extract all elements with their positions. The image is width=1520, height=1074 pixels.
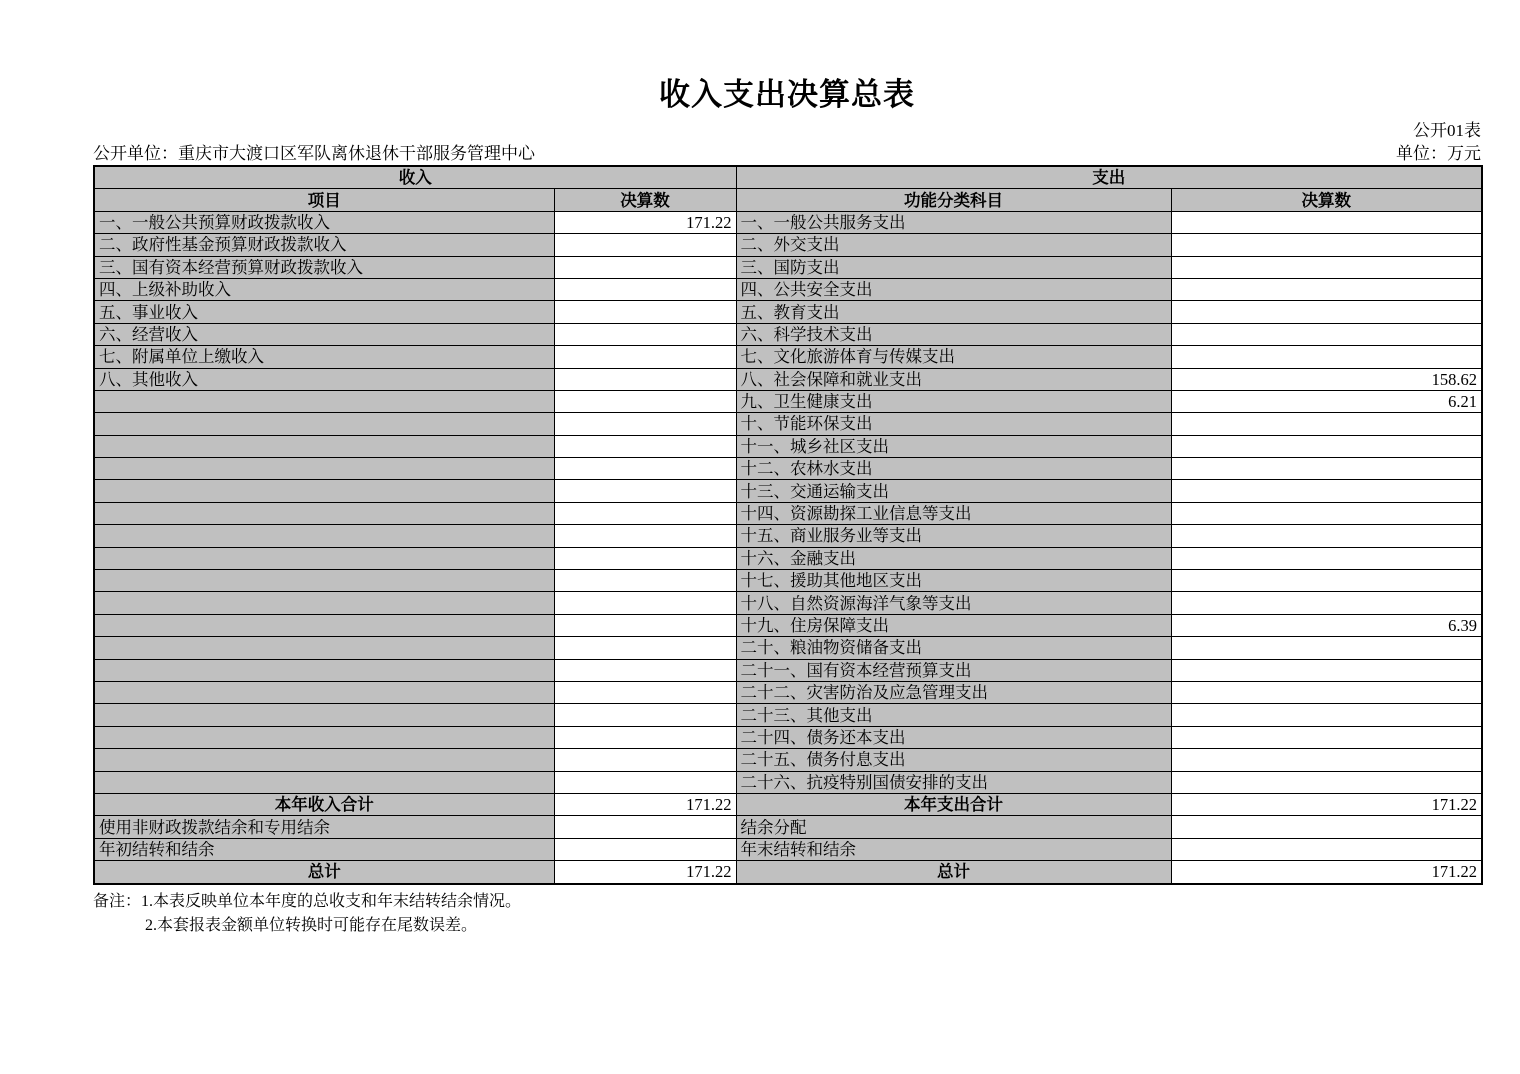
expense-amount-cell	[1171, 547, 1482, 569]
table-row	[94, 502, 1482, 524]
summary-row	[94, 838, 1482, 860]
income-amount-cell	[554, 278, 736, 300]
income-item-cell: 二、政府性基金预算财政拨款收入	[94, 234, 554, 256]
table-row	[94, 278, 1482, 300]
income-section-header: 收入	[94, 166, 736, 189]
expense-item-cell: 六、科学技术支出	[736, 323, 1171, 345]
income-item-cell	[94, 458, 554, 480]
income-item-cell	[94, 681, 554, 703]
expense-item-cell: 本年支出合计	[736, 793, 1171, 815]
expense-item-cell: 四、公共安全支出	[736, 278, 1171, 300]
income-amount-cell	[554, 525, 736, 547]
table-row	[94, 368, 1482, 390]
expense-amount-cell	[1171, 816, 1482, 838]
expense-amount-cell	[1171, 502, 1482, 524]
income-expense-table	[93, 165, 1483, 885]
expense-amount-cell	[1171, 301, 1482, 323]
income-amount-cell	[554, 726, 736, 748]
income-item-cell: 本年收入合计	[94, 793, 554, 815]
expense-amount-cell	[1171, 659, 1482, 681]
income-amount-cell	[554, 458, 736, 480]
income-item-cell	[94, 547, 554, 569]
income-item-cell	[94, 704, 554, 726]
expense-item-cell: 二十三、其他支出	[736, 704, 1171, 726]
income-amount-cell: 171.22	[554, 861, 736, 884]
table-row	[94, 458, 1482, 480]
income-item-cell: 使用非财政拨款结余和专用结余	[94, 816, 554, 838]
expense-item-cell: 二十五、债务付息支出	[736, 749, 1171, 771]
expense-item-cell: 二十四、债务还本支出	[736, 726, 1171, 748]
summary-row	[94, 793, 1482, 815]
income-item-cell	[94, 592, 554, 614]
col-header-expense-amount: 决算数	[1171, 189, 1482, 211]
expense-amount-cell: 6.39	[1171, 614, 1482, 636]
expense-amount-cell: 171.22	[1171, 861, 1482, 884]
expense-item-cell: 二、外交支出	[736, 234, 1171, 256]
income-amount-cell: 171.22	[554, 793, 736, 815]
expense-amount-cell	[1171, 749, 1482, 771]
note-line-2: 2.本套报表金额单位转换时可能存在尾数误差。	[145, 916, 478, 934]
income-amount-cell	[554, 749, 736, 771]
table-row	[94, 570, 1482, 592]
expense-item-cell: 十、节能环保支出	[736, 413, 1171, 435]
meta-row	[93, 143, 1481, 165]
expense-amount-cell	[1171, 458, 1482, 480]
column-header-row	[94, 189, 1482, 211]
table-row	[94, 637, 1482, 659]
income-amount-cell	[554, 390, 736, 412]
expense-item-cell: 一、一般公共服务支出	[736, 211, 1171, 233]
income-item-cell	[94, 480, 554, 502]
income-amount-cell	[554, 637, 736, 659]
table-row	[94, 547, 1482, 569]
table-row	[94, 390, 1482, 412]
expense-item-cell: 三、国防支出	[736, 256, 1171, 278]
publishing-unit-label: 公开单位：重庆市大渡口区军队离休退休干部服务管理中心	[93, 144, 535, 163]
col-header-item: 项目	[94, 189, 554, 211]
table-row	[94, 592, 1482, 614]
income-amount-cell	[554, 301, 736, 323]
summary-row	[94, 861, 1482, 884]
expense-section-header: 支出	[736, 166, 1482, 189]
expense-item-cell: 十八、自然资源海洋气象等支出	[736, 592, 1171, 614]
income-item-cell	[94, 525, 554, 547]
expense-item-cell: 九、卫生健康支出	[736, 390, 1171, 412]
income-item-cell	[94, 390, 554, 412]
col-header-function: 功能分类科目	[736, 189, 1171, 211]
table-row	[94, 346, 1482, 368]
expense-amount-cell: 158.62	[1171, 368, 1482, 390]
expense-amount-cell	[1171, 323, 1482, 345]
expense-item-cell: 八、社会保障和就业支出	[736, 368, 1171, 390]
income-amount-cell: 171.22	[554, 211, 736, 233]
income-item-cell: 五、事业收入	[94, 301, 554, 323]
expense-amount-cell	[1171, 480, 1482, 502]
expense-amount-cell	[1171, 570, 1482, 592]
expense-item-cell: 十五、商业服务业等支出	[736, 525, 1171, 547]
expense-amount-cell	[1171, 681, 1482, 703]
table-row	[94, 681, 1482, 703]
expense-item-cell: 二十二、灾害防治及应急管理支出	[736, 681, 1171, 703]
income-amount-cell	[554, 681, 736, 703]
income-item-cell: 一、一般公共预算财政拨款收入	[94, 211, 554, 233]
table-row	[94, 614, 1482, 636]
income-amount-cell	[554, 502, 736, 524]
expense-item-cell: 十九、住房保障支出	[736, 614, 1171, 636]
page-title: 收入支出决算总表	[659, 77, 915, 112]
expense-item-cell: 结余分配	[736, 816, 1171, 838]
income-item-cell	[94, 502, 554, 524]
income-amount-cell	[554, 592, 736, 614]
expense-amount-cell	[1171, 211, 1482, 233]
income-item-cell	[94, 413, 554, 435]
statement-sheet	[93, 0, 1481, 938]
income-amount-cell	[554, 614, 736, 636]
expense-item-cell: 十七、援助其他地区支出	[736, 570, 1171, 592]
expense-item-cell: 二十六、抗疫特别国债安排的支出	[736, 771, 1171, 793]
table-code: 公开01表	[1413, 121, 1481, 140]
income-item-cell	[94, 726, 554, 748]
income-item-cell: 年初结转和结余	[94, 838, 554, 860]
expense-item-cell: 二十一、国有资本经营预算支出	[736, 659, 1171, 681]
expense-item-cell: 十四、资源勘探工业信息等支出	[736, 502, 1171, 524]
income-amount-cell	[554, 480, 736, 502]
table-row	[94, 323, 1482, 345]
income-amount-cell	[554, 816, 736, 838]
income-item-cell: 四、上级补助收入	[94, 278, 554, 300]
table-row	[94, 659, 1482, 681]
expense-amount-cell	[1171, 592, 1482, 614]
income-item-cell	[94, 637, 554, 659]
income-item-cell: 三、国有资本经营预算财政拨款收入	[94, 256, 554, 278]
expense-amount-cell	[1171, 704, 1482, 726]
expense-amount-cell: 171.22	[1171, 793, 1482, 815]
expense-amount-cell	[1171, 435, 1482, 457]
expense-amount-cell	[1171, 234, 1482, 256]
footnotes	[93, 890, 1481, 938]
expense-item-cell: 七、文化旅游体育与传媒支出	[736, 346, 1171, 368]
summary-row	[94, 816, 1482, 838]
expense-item-cell: 十三、交通运输支出	[736, 480, 1171, 502]
table-row	[94, 435, 1482, 457]
unit-of-measure-label: 单位：万元	[1396, 144, 1481, 163]
income-amount-cell	[554, 659, 736, 681]
expense-amount-cell	[1171, 771, 1482, 793]
table-row	[94, 234, 1482, 256]
expense-amount-cell	[1171, 726, 1482, 748]
note-line-1: 备注：1.本表反映单位本年度的总收支和年末结转结余情况。	[93, 892, 522, 910]
income-amount-cell	[554, 771, 736, 793]
expense-item-cell: 二十、粮油物资储备支出	[736, 637, 1171, 659]
income-amount-cell	[554, 368, 736, 390]
income-item-cell: 六、经营收入	[94, 323, 554, 345]
income-amount-cell	[554, 413, 736, 435]
income-amount-cell	[554, 323, 736, 345]
income-amount-cell	[554, 435, 736, 457]
expense-item-cell: 十二、农林水支出	[736, 458, 1171, 480]
income-item-cell	[94, 614, 554, 636]
expense-amount-cell	[1171, 525, 1482, 547]
income-item-cell: 八、其他收入	[94, 368, 554, 390]
table-row	[94, 726, 1482, 748]
table-row	[94, 480, 1482, 502]
table-row	[94, 771, 1482, 793]
expense-amount-cell	[1171, 256, 1482, 278]
expense-amount-cell	[1171, 346, 1482, 368]
table-row	[94, 211, 1482, 233]
income-item-cell: 七、附属单位上缴收入	[94, 346, 554, 368]
expense-amount-cell	[1171, 278, 1482, 300]
expense-amount-cell	[1171, 838, 1482, 860]
income-item-cell	[94, 570, 554, 592]
expense-item-cell: 十一、城乡社区支出	[736, 435, 1171, 457]
expense-amount-cell	[1171, 413, 1482, 435]
col-header-income-amount: 决算数	[554, 189, 736, 211]
income-item-cell	[94, 771, 554, 793]
income-item-cell	[94, 659, 554, 681]
table-row	[94, 301, 1482, 323]
expense-item-cell: 年末结转和结余	[736, 838, 1171, 860]
income-item-cell	[94, 749, 554, 771]
expense-amount-cell	[1171, 637, 1482, 659]
income-amount-cell	[554, 234, 736, 256]
income-amount-cell	[554, 256, 736, 278]
income-amount-cell	[554, 838, 736, 860]
table-row	[94, 413, 1482, 435]
expense-item-cell: 十六、金融支出	[736, 547, 1171, 569]
income-item-cell	[94, 435, 554, 457]
table-row	[94, 256, 1482, 278]
income-amount-cell	[554, 346, 736, 368]
income-item-cell: 总计	[94, 861, 554, 884]
expense-item-cell: 五、教育支出	[736, 301, 1171, 323]
table-row	[94, 704, 1482, 726]
income-amount-cell	[554, 570, 736, 592]
table-row	[94, 749, 1482, 771]
income-amount-cell	[554, 547, 736, 569]
income-amount-cell	[554, 704, 736, 726]
expense-amount-cell: 6.21	[1171, 390, 1482, 412]
section-header-row	[94, 166, 1482, 189]
table-row	[94, 525, 1482, 547]
expense-item-cell: 总计	[736, 861, 1171, 884]
